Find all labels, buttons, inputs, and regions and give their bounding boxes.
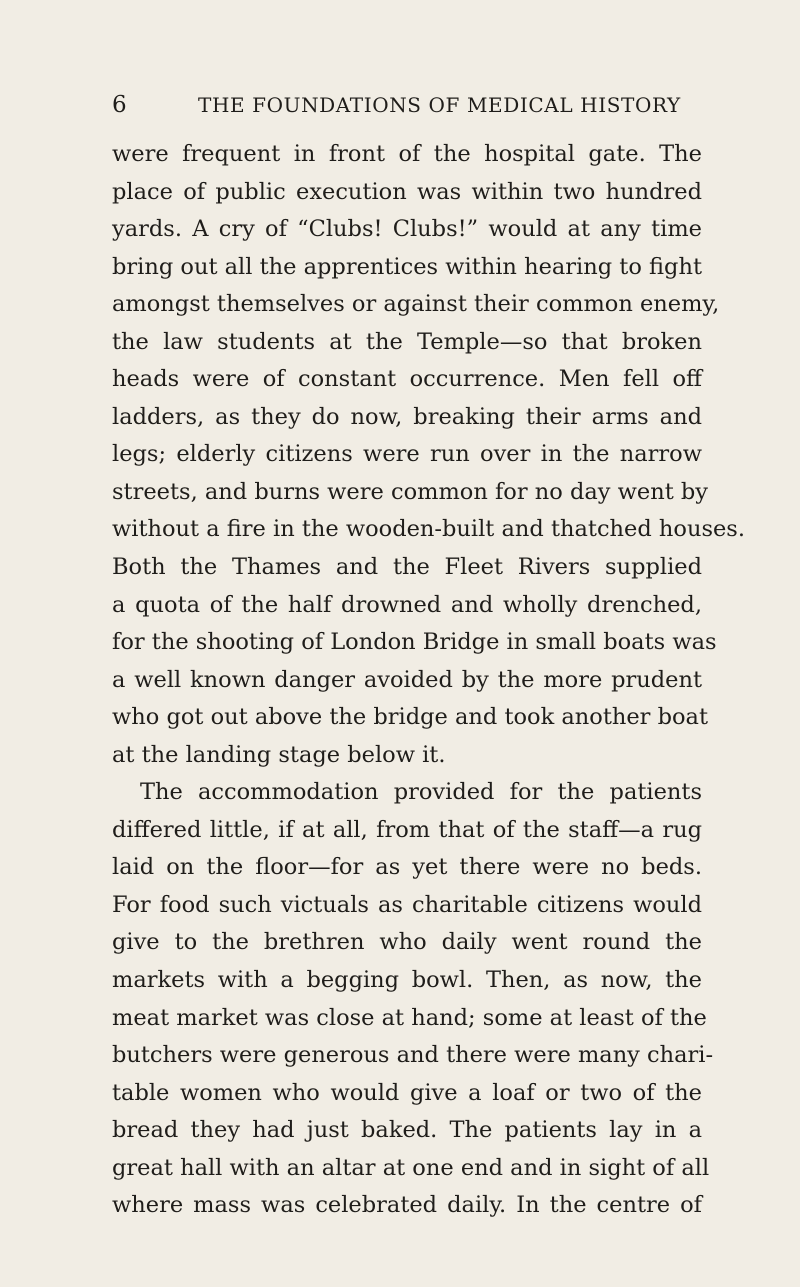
text-line: Both the Thames and the Fleet Rivers supplied xyxy=(112,554,702,581)
text-line: the law students at the Temple—so that broken xyxy=(112,328,702,355)
running-head xyxy=(112,88,690,122)
body-text xyxy=(112,136,745,1225)
text-line: table women who would give a loaf or two of the xyxy=(112,1079,702,1106)
text-line: laid on the floor—for as yet there were no beds. xyxy=(112,854,702,881)
text-line: ladders, as they do now, breaking their arms and xyxy=(112,403,702,430)
text-line: great hall with an altar at one end and in sight of all xyxy=(112,1154,710,1181)
text-line: where mass was celebrated daily. In the centre of xyxy=(112,1192,702,1219)
text-line: at the landing stage below it. xyxy=(112,741,446,768)
text-line: legs; elderly citizens were run over in the narrow xyxy=(112,441,702,468)
text-line: were frequent in front of the hospital gate. The xyxy=(112,141,702,167)
text-line: without a fire in the wooden-built and thatched houses. xyxy=(112,516,745,543)
text-line: place of public execution was within two hundred xyxy=(112,178,702,205)
text-line: amongst themselves or against their common enemy, xyxy=(112,291,720,318)
text-line: differed little, if at all, from that of the staff—a rug xyxy=(112,816,702,843)
text-line: For food such victuals as charitable citizens would xyxy=(112,891,702,918)
text-line: streets, and burns were common for no day went by xyxy=(112,478,708,505)
text-line: yards. A cry of “Clubs! Clubs!” would at any time xyxy=(112,216,702,243)
text-line: for the shooting of London Bridge in small boats was xyxy=(112,629,717,656)
text-line: The accommodation provided for the patients xyxy=(140,779,702,806)
text-line: heads were of constant occurrence. Men fell off xyxy=(112,366,702,393)
text-line: a quota of the half drowned and wholly drenched, xyxy=(112,591,702,618)
text-line: meat market was close at hand; some at least of the xyxy=(112,1004,707,1031)
page-number: 6 xyxy=(112,92,128,118)
text-line: a well known danger avoided by the more prudent xyxy=(112,666,702,693)
text-line: markets with a begging bowl. Then, as now, the xyxy=(112,967,702,994)
text-line: bread they had just baked. The patients lay in a xyxy=(112,1117,702,1144)
text-line: who got out above the bridge and took another boat xyxy=(112,704,708,731)
text-line: give to the brethren who daily went round the xyxy=(112,929,702,956)
running-head-title: THE FOUNDATIONS OF MEDICAL HISTORY xyxy=(198,93,681,117)
text-line: butchers were generous and there were many chari- xyxy=(112,1042,714,1069)
text-line: bring out all the apprentices within hearing to fight xyxy=(112,253,702,280)
